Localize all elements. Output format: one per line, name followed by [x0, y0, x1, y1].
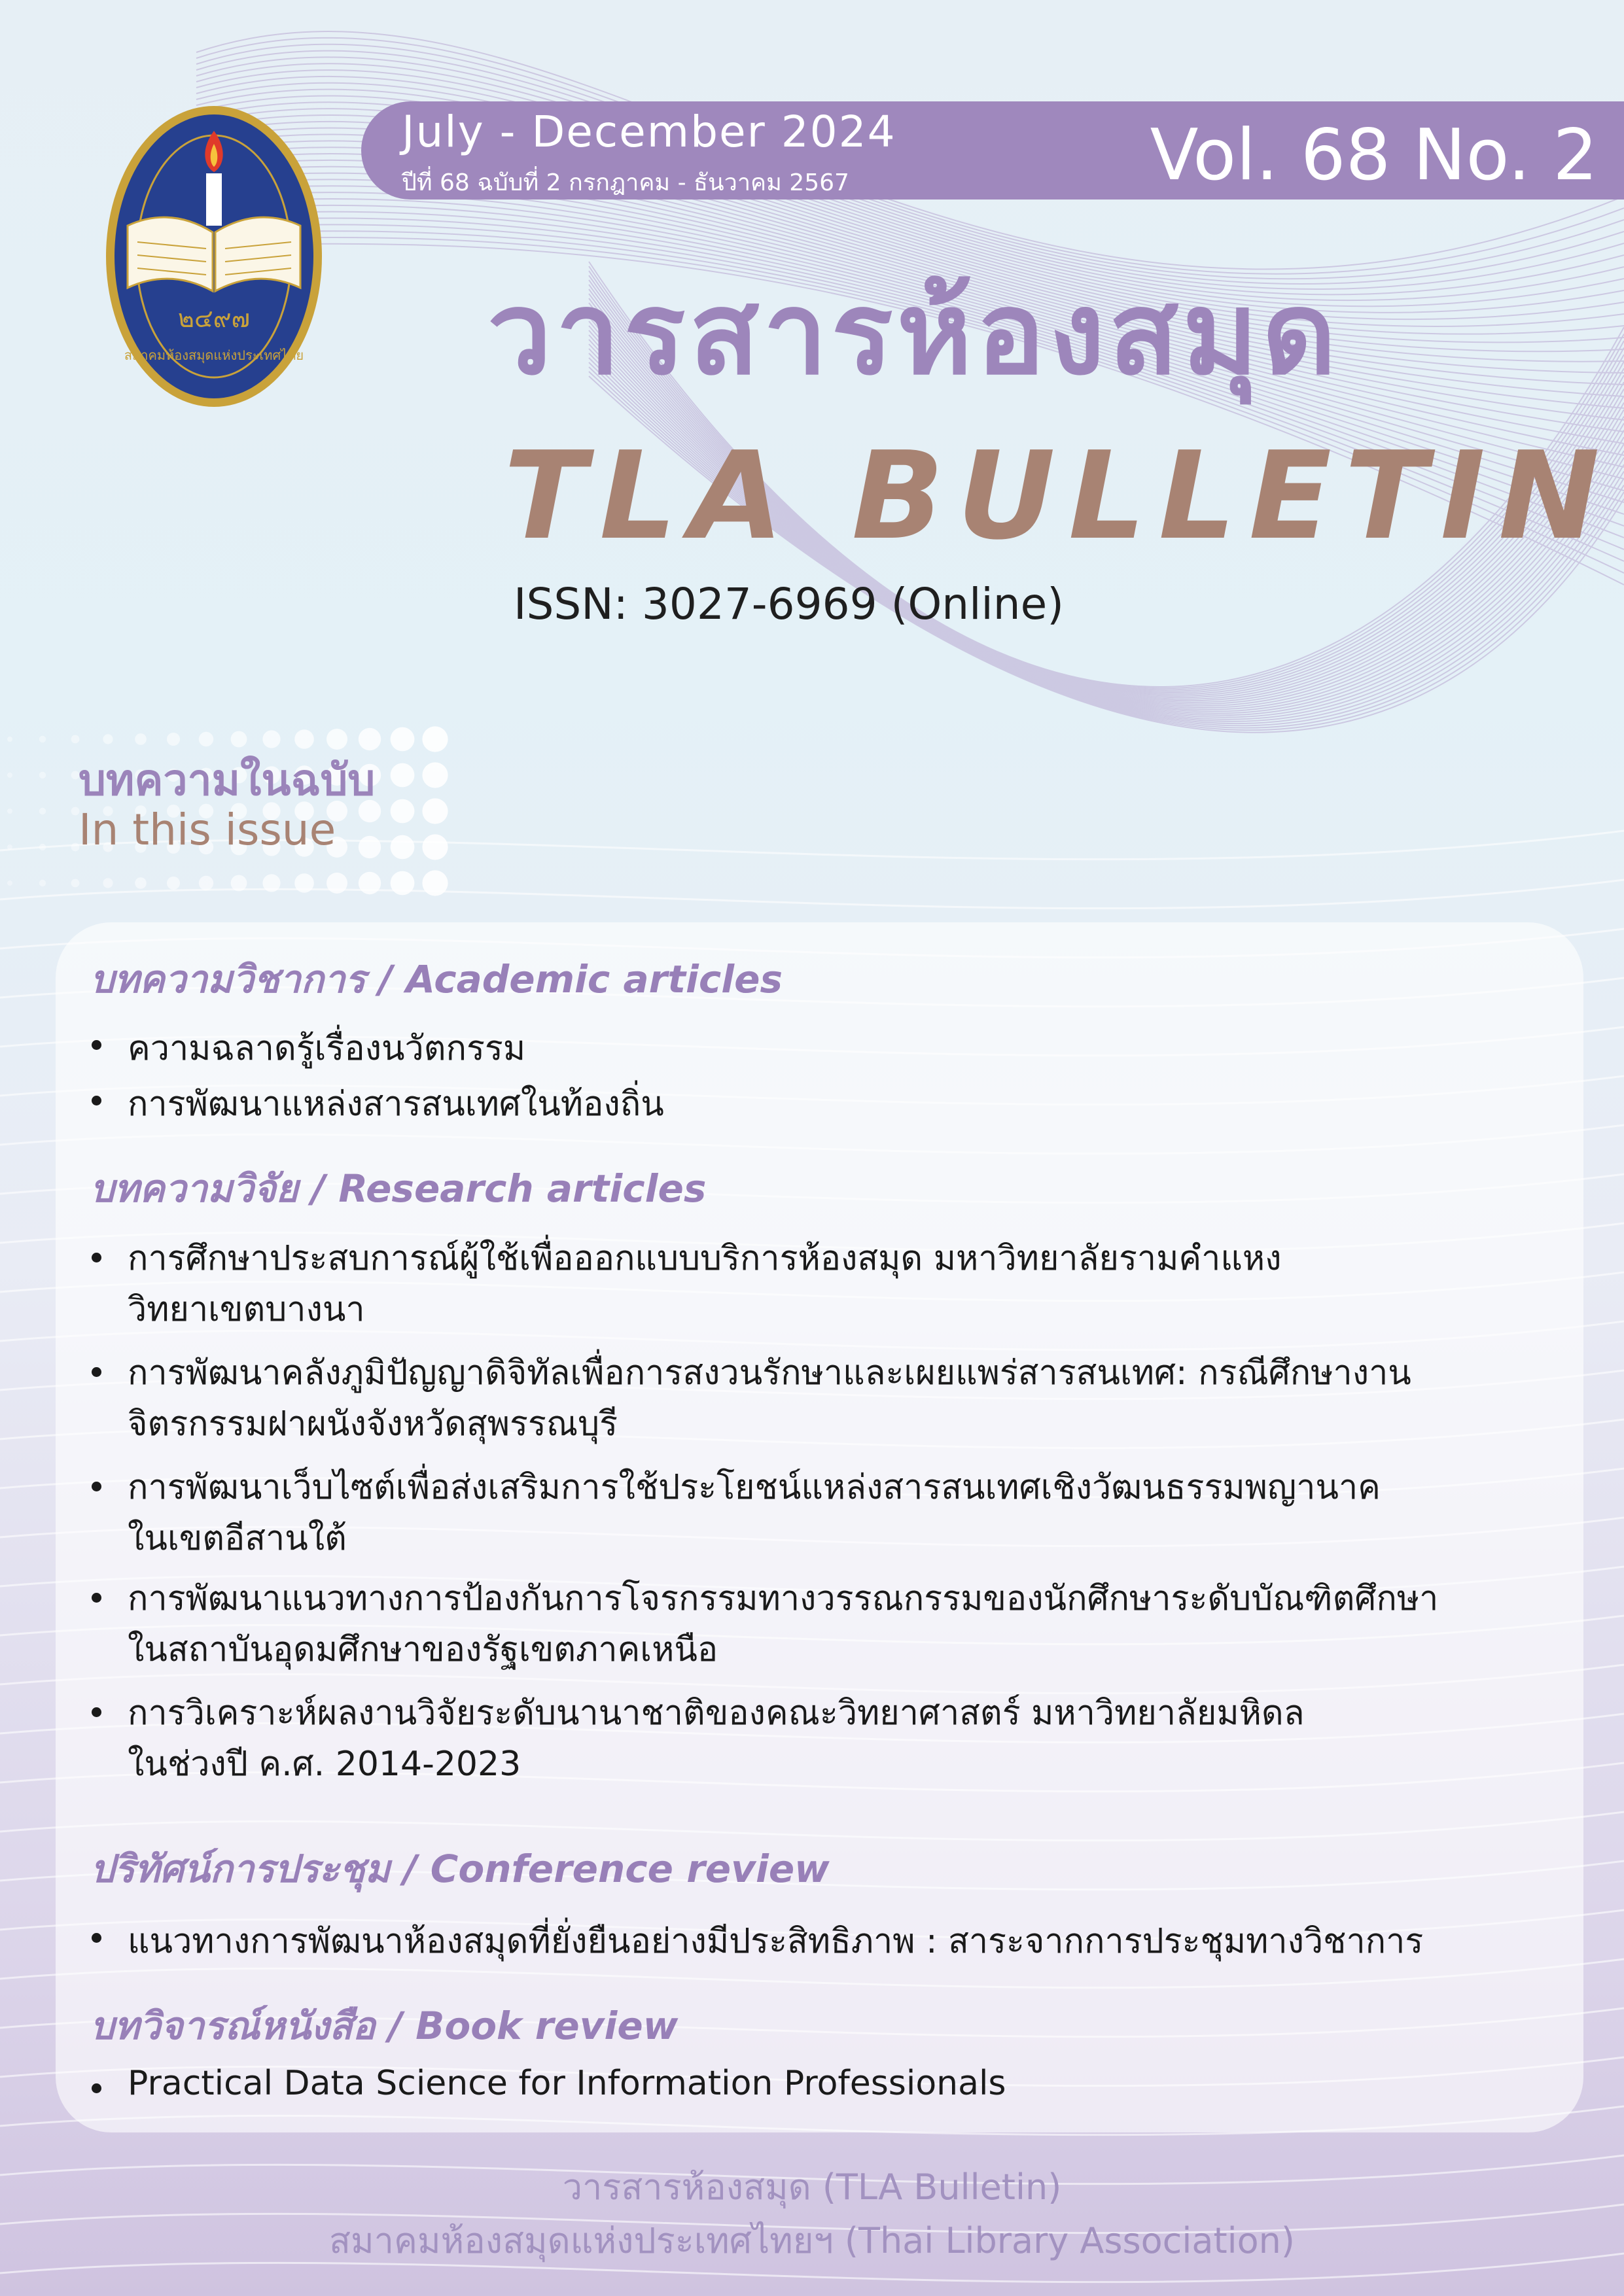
section-heading-book: บทวิจารณ์หนังสือ / Book review [90, 2004, 679, 2048]
volume-number: Vol. 68 No. 2 [1150, 114, 1598, 196]
section-heading-research: บทความวิจัย / Research articles [90, 1166, 707, 1211]
article-line: จิตรกรรมฝาผนังจังหวัดสุพรรณบุรี [128, 1404, 618, 1444]
article-item [128, 1348, 1411, 1450]
article-item [128, 1688, 1305, 1790]
article-line: การวิเคราะห์ผลงานวิจัยระดับนานาชาติของคณะวิทยาศาสตร์ มหาวิทยาลัยมหิดล [128, 1694, 1305, 1733]
in-this-issue-thai: บทความในฉบับ [79, 755, 376, 805]
tla-logo [101, 101, 327, 412]
section-heading-academic: บทความวิชาการ / Academic articles [90, 957, 783, 1001]
logo-ring-text: สมาคมห้องสมุดแห่งประเทศไทย [124, 347, 304, 363]
article-item: การพัฒนาแหล่งสารสนเทศในท้องถิ่น [128, 1076, 664, 1130]
footer-journal: วารสารห้องสมุด (TLA Bulletin) [562, 2166, 1062, 2208]
article-line: ในช่วงปี ค.ศ. 2014-2023 [128, 1745, 521, 1784]
article-item [128, 1573, 1438, 1675]
article-line: วิทยาเขตบางนา [128, 1290, 365, 1329]
article-line: การพัฒนาแนวทางการป้องกันการโจรกรรมทางวรรณกรรมของนักศึกษาระดับบัณฑิตศึกษา [128, 1579, 1439, 1618]
article-item [128, 1462, 1381, 1564]
article-line: ในเขตอีสานใต้ [128, 1519, 347, 1558]
footer-association: สมาคมห้องสมุดแห่งประเทศไทยฯ (Thai Library Association) [329, 2220, 1295, 2261]
date-range-thai: ปีที่ 68 ฉบับที่ 2 กรกฎาคม - ธันวาคม 2567 [402, 169, 849, 196]
section-heading-conference: ปริทัศน์การประชุม / Conference review [90, 1847, 830, 1891]
journal-title-english: TLA BULLETIN [504, 425, 1613, 566]
issn: ISSN: 3027-6969 (Online) [514, 579, 1064, 629]
article-line: ในสถาบันอุดมศึกษาของรัฐเขตภาคเหนือ [128, 1630, 718, 1669]
issue-banner [361, 101, 1624, 200]
in-this-issue-english: In this issue [79, 805, 336, 855]
article-line: การพัฒนาเว็บไซต์เพื่อส่งเสริมการใช้ประโยชน์แหล่งสารสนเทศเชิงวัฒนธรรมพญานาค [128, 1468, 1381, 1507]
article-item: แนวทางการพัฒนาห้องสมุดที่ยั่งยืนอย่างมีประสิทธิภาพ : สาระจากการประชุมทางวิชาการ [128, 1913, 1423, 1968]
article-line: การพัฒนาคลังภูมิปัญญาดิจิทัลเพื่อการสงวนรักษาและเผยแพร่สารสนเทศ: กรณีศึกษางาน [128, 1353, 1411, 1393]
logo-year: ๒๔๙๗ [177, 304, 251, 333]
article-item: Practical Data Science for Information Professionals [128, 2064, 1006, 2103]
article-item: ความฉลาดรู้เรื่องนวัตกรรม [128, 1020, 525, 1075]
journal-title-thai: วารสารห้องสมุด [487, 268, 1341, 400]
article-item [128, 1233, 1282, 1335]
article-line: การศึกษาประสบการณ์ผู้ใช้เพื่อออกแบบบริการห้องสมุด มหาวิทยาลัยรามคำแหง [128, 1239, 1282, 1278]
date-range: July - December 2024 [402, 107, 896, 157]
